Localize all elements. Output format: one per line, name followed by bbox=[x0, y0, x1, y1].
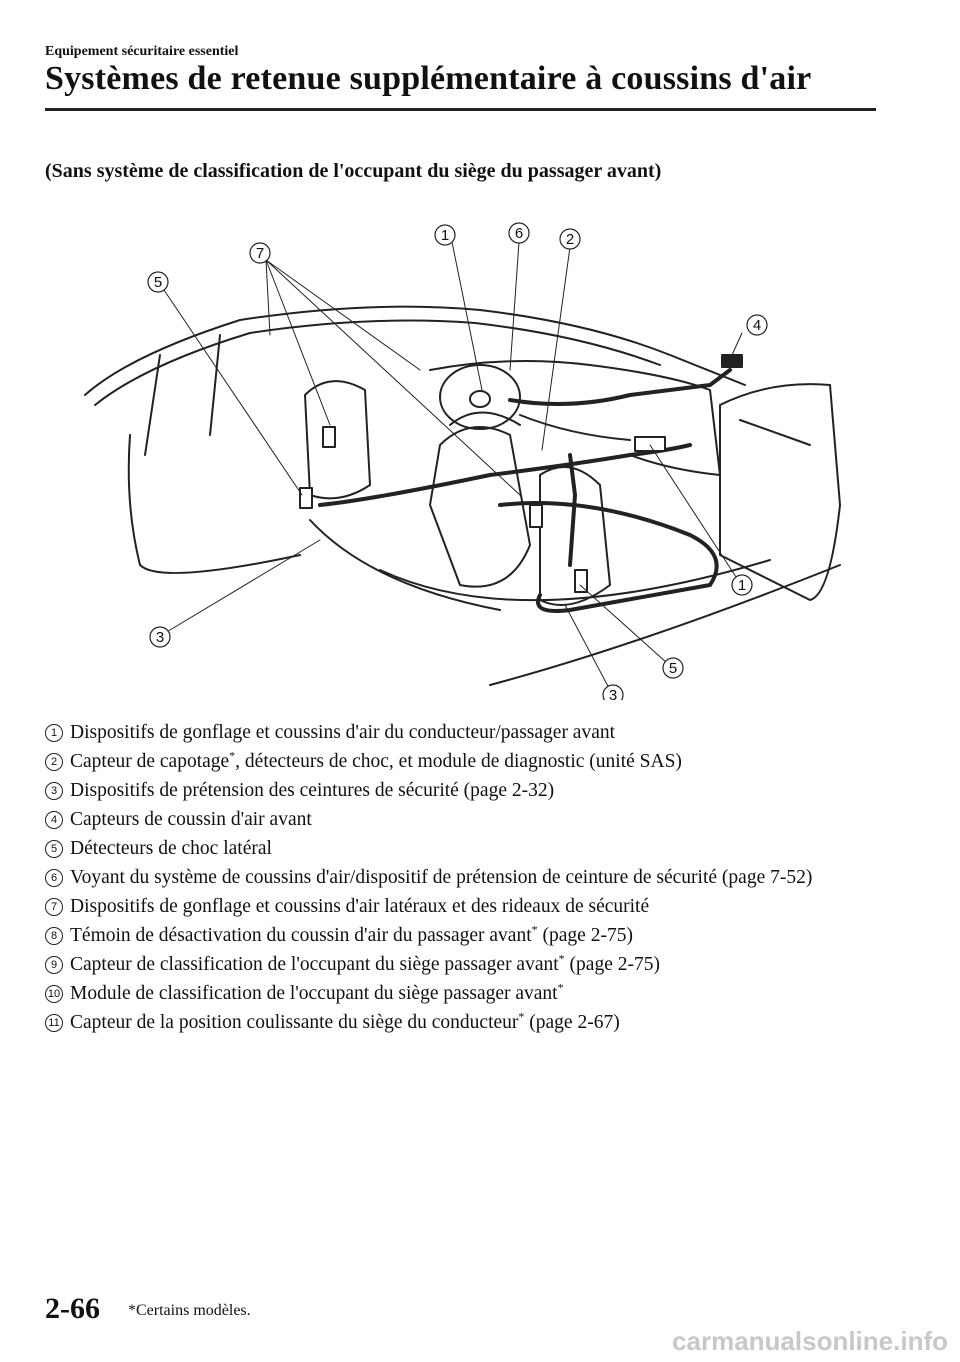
svg-text:1: 1 bbox=[440, 227, 450, 244]
dashboard-outline bbox=[430, 361, 720, 475]
legend-number: 6 bbox=[45, 869, 63, 887]
svg-text:7: 7 bbox=[255, 245, 265, 262]
callout-2 bbox=[560, 229, 580, 249]
legend-number: 11 bbox=[45, 1014, 63, 1032]
legend-item bbox=[45, 892, 875, 921]
callout-7 bbox=[250, 243, 270, 263]
legend-number: 7 bbox=[45, 898, 63, 916]
legend-item bbox=[45, 776, 875, 805]
legend-text: Capteur de classification de l'occupant du siège passager avant bbox=[70, 954, 559, 975]
legend-item bbox=[45, 805, 875, 834]
legend-number: 8 bbox=[45, 927, 63, 945]
front-door bbox=[720, 384, 840, 600]
airbag-system-diagram bbox=[70, 205, 870, 700]
callout-5-right bbox=[663, 658, 683, 678]
legend-number: 3 bbox=[45, 782, 63, 800]
footnote-star: * bbox=[557, 980, 564, 995]
front-sensor-box bbox=[722, 355, 742, 367]
legend-item bbox=[45, 718, 875, 747]
callout-3-left bbox=[150, 627, 170, 647]
legend-number: 9 bbox=[45, 956, 63, 974]
legend-number: 5 bbox=[45, 840, 63, 858]
legend-item bbox=[45, 747, 875, 776]
driver-seat bbox=[430, 427, 530, 587]
page-number: 2-66 bbox=[45, 1292, 100, 1325]
legend-text: Détecteurs de choc latéral bbox=[70, 838, 272, 859]
legend-text: Voyant du système de coussins d'air/dispositif de prétension de ceinture de sécurité (page 7-52) bbox=[70, 867, 813, 888]
footnote-star: * bbox=[229, 748, 236, 763]
legend-text: Dispositifs de gonflage et coussins d'air latéraux et des rideaux de sécurité bbox=[70, 896, 650, 917]
svg-text:5: 5 bbox=[153, 274, 163, 291]
watermark: carmanualsonline.info bbox=[672, 1326, 948, 1356]
callout-4 bbox=[747, 315, 767, 335]
legend-item bbox=[45, 979, 875, 1008]
callout-3-bottom bbox=[603, 685, 623, 700]
legend-item bbox=[45, 950, 875, 979]
callout-6 bbox=[509, 223, 529, 243]
svg-text:2: 2 bbox=[565, 231, 575, 248]
legend-number: 10 bbox=[45, 985, 63, 1003]
page-title: Systèmes de retenue supplémentaire à coussins d'air bbox=[45, 60, 812, 97]
footnote-star: * bbox=[531, 922, 538, 937]
legend-text: Dispositifs de gonflage et coussins d'air du conducteur/passager avant bbox=[70, 722, 616, 743]
svg-text:3: 3 bbox=[155, 629, 165, 646]
legend-text: Module de classification de l'occupant du siège passager avant bbox=[70, 983, 558, 1004]
rear-body-outline bbox=[129, 435, 300, 573]
legend-number: 2 bbox=[45, 753, 63, 771]
legend-text-after: (page 2-75) bbox=[537, 925, 633, 946]
legend-number: 1 bbox=[45, 724, 63, 742]
callout-1-right bbox=[732, 575, 752, 595]
legend-item bbox=[45, 921, 875, 950]
section-label: Equipement sécuritaire essentiel bbox=[45, 44, 239, 59]
title-divider bbox=[45, 108, 876, 111]
svg-text:3: 3 bbox=[608, 687, 618, 700]
svg-text:5: 5 bbox=[668, 660, 678, 677]
rear-seat bbox=[305, 381, 370, 498]
legend-text: Témoin de désactivation du coussin d'air du passager avant bbox=[70, 925, 532, 946]
legend-item bbox=[45, 863, 875, 892]
legend-list bbox=[45, 718, 875, 1037]
legend-text-after: , détecteurs de choc, et module de diagnostic (unité SAS) bbox=[235, 751, 682, 772]
svg-text:1: 1 bbox=[737, 577, 747, 594]
footnote: *Certains modèles. bbox=[128, 1302, 251, 1319]
legend-item bbox=[45, 1008, 875, 1037]
footnote-star: * bbox=[518, 1009, 525, 1024]
svg-text:6: 6 bbox=[514, 225, 524, 242]
legend-item bbox=[45, 834, 875, 863]
wiring-harness bbox=[320, 445, 690, 505]
figure-subtitle: (Sans système de classification de l'occupant du siège du passager avant) bbox=[45, 160, 662, 182]
legend-number: 4 bbox=[45, 811, 63, 829]
legend-text: Dispositifs de prétension des ceintures de sécurité (page 2-32) bbox=[70, 780, 555, 801]
footnote-star: * bbox=[558, 951, 565, 966]
legend-text-after: (page 2-75) bbox=[564, 954, 660, 975]
legend-text: Capteurs de coussin d'air avant bbox=[70, 809, 312, 830]
legend-text-after: (page 2-67) bbox=[524, 1012, 620, 1033]
callout-5-left bbox=[148, 272, 168, 292]
svg-text:4: 4 bbox=[752, 317, 762, 334]
side-sensor-box bbox=[300, 488, 312, 508]
legend-text: Capteur de capotage bbox=[70, 751, 230, 772]
callout-1-top bbox=[435, 225, 455, 245]
seatbelt-pretensioner-box bbox=[323, 427, 335, 447]
legend-text: Capteur de la position coulissante du siège du conducteur bbox=[70, 1012, 519, 1033]
sas-unit-box bbox=[635, 437, 665, 451]
